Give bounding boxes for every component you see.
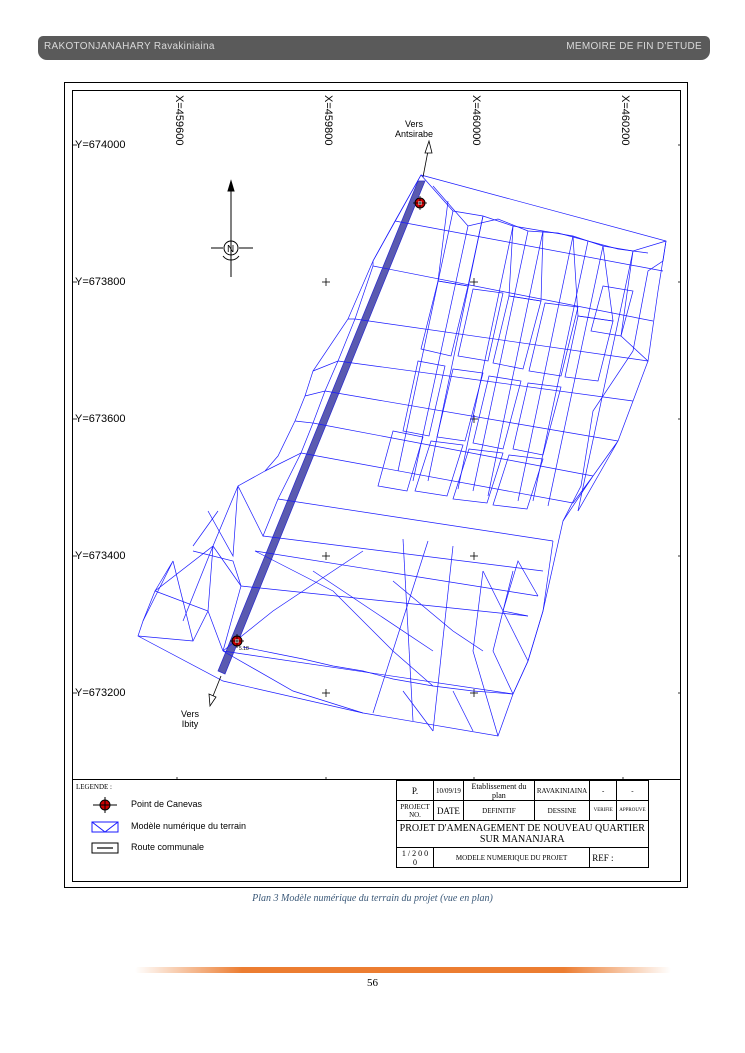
- title-block: P. 10/09/19 Etablissement du plan RAVAKINIAINA - - PROJECT NO. DATE DEFINITIF DESSINE VERIFIE APPROUVE PROJET D'AMENAGEMENT DE NOUVEAU QUARTIER SUR MANANJARA 1 / 2 0 0 0 MODELE NUMERIQUE DU PROJET REF :: [396, 780, 649, 868]
- north-label: N: [227, 244, 235, 255]
- y-label: Y=674000: [75, 139, 126, 151]
- footer-bar: [135, 967, 671, 973]
- vers-ibity: Vers Ibity: [181, 709, 200, 729]
- plan-frame: [64, 82, 688, 888]
- y-label: Y=673800: [75, 276, 126, 288]
- legend-title: LEGENDE :: [76, 783, 112, 791]
- vers-antsirabe: Vers Antsirabe: [395, 119, 434, 139]
- road-legend-icon: [91, 842, 119, 854]
- x-label: X=460200: [619, 95, 631, 146]
- canevas-legend-icon: [91, 797, 119, 813]
- legend-and-title-block: LEGENDE : Point de Canevas Modèle numérique du terrain Route communale P. 10/09/19 Etablissement du plan RAVAKINIAINA - - PROJECT NO. DATE DEFINITIF DESSINE VERIFIE APPROUVE PROJET D'AMENAGEMENT DE NOUVEAU QUARTIER SUR MANANJARA 1 / 2 0 0 0 MODELE NUMERIQUE DU PROJET REF :: [72, 780, 681, 882]
- y-label: Y=673600: [75, 413, 126, 425]
- x-label: X=460000: [470, 95, 482, 146]
- terrain-model-svg: [73, 91, 681, 780]
- x-label: X=459800: [322, 95, 334, 146]
- y-label: Y=673200: [75, 687, 126, 699]
- y-label: Y=673400: [75, 550, 126, 562]
- terrain-mesh: [138, 175, 666, 736]
- mesh-legend-icon: [91, 821, 119, 833]
- header-title: MEMOIRE DE FIN D'ETUDE: [566, 41, 702, 52]
- point-label: 5.18: [239, 646, 249, 652]
- grid-ticks: [73, 145, 681, 780]
- page-number: 56: [367, 977, 378, 989]
- north-arrow-icon: [211, 181, 253, 277]
- page-header: [38, 36, 710, 60]
- header-author: RAKOTONJANAHARY Ravakiniaina: [44, 41, 215, 52]
- x-label: X=459600: [173, 95, 185, 146]
- plan-drawing: [72, 90, 681, 780]
- figure-caption: Plan 3 Modèle numérique du terrain du projet (vue en plan): [252, 893, 493, 904]
